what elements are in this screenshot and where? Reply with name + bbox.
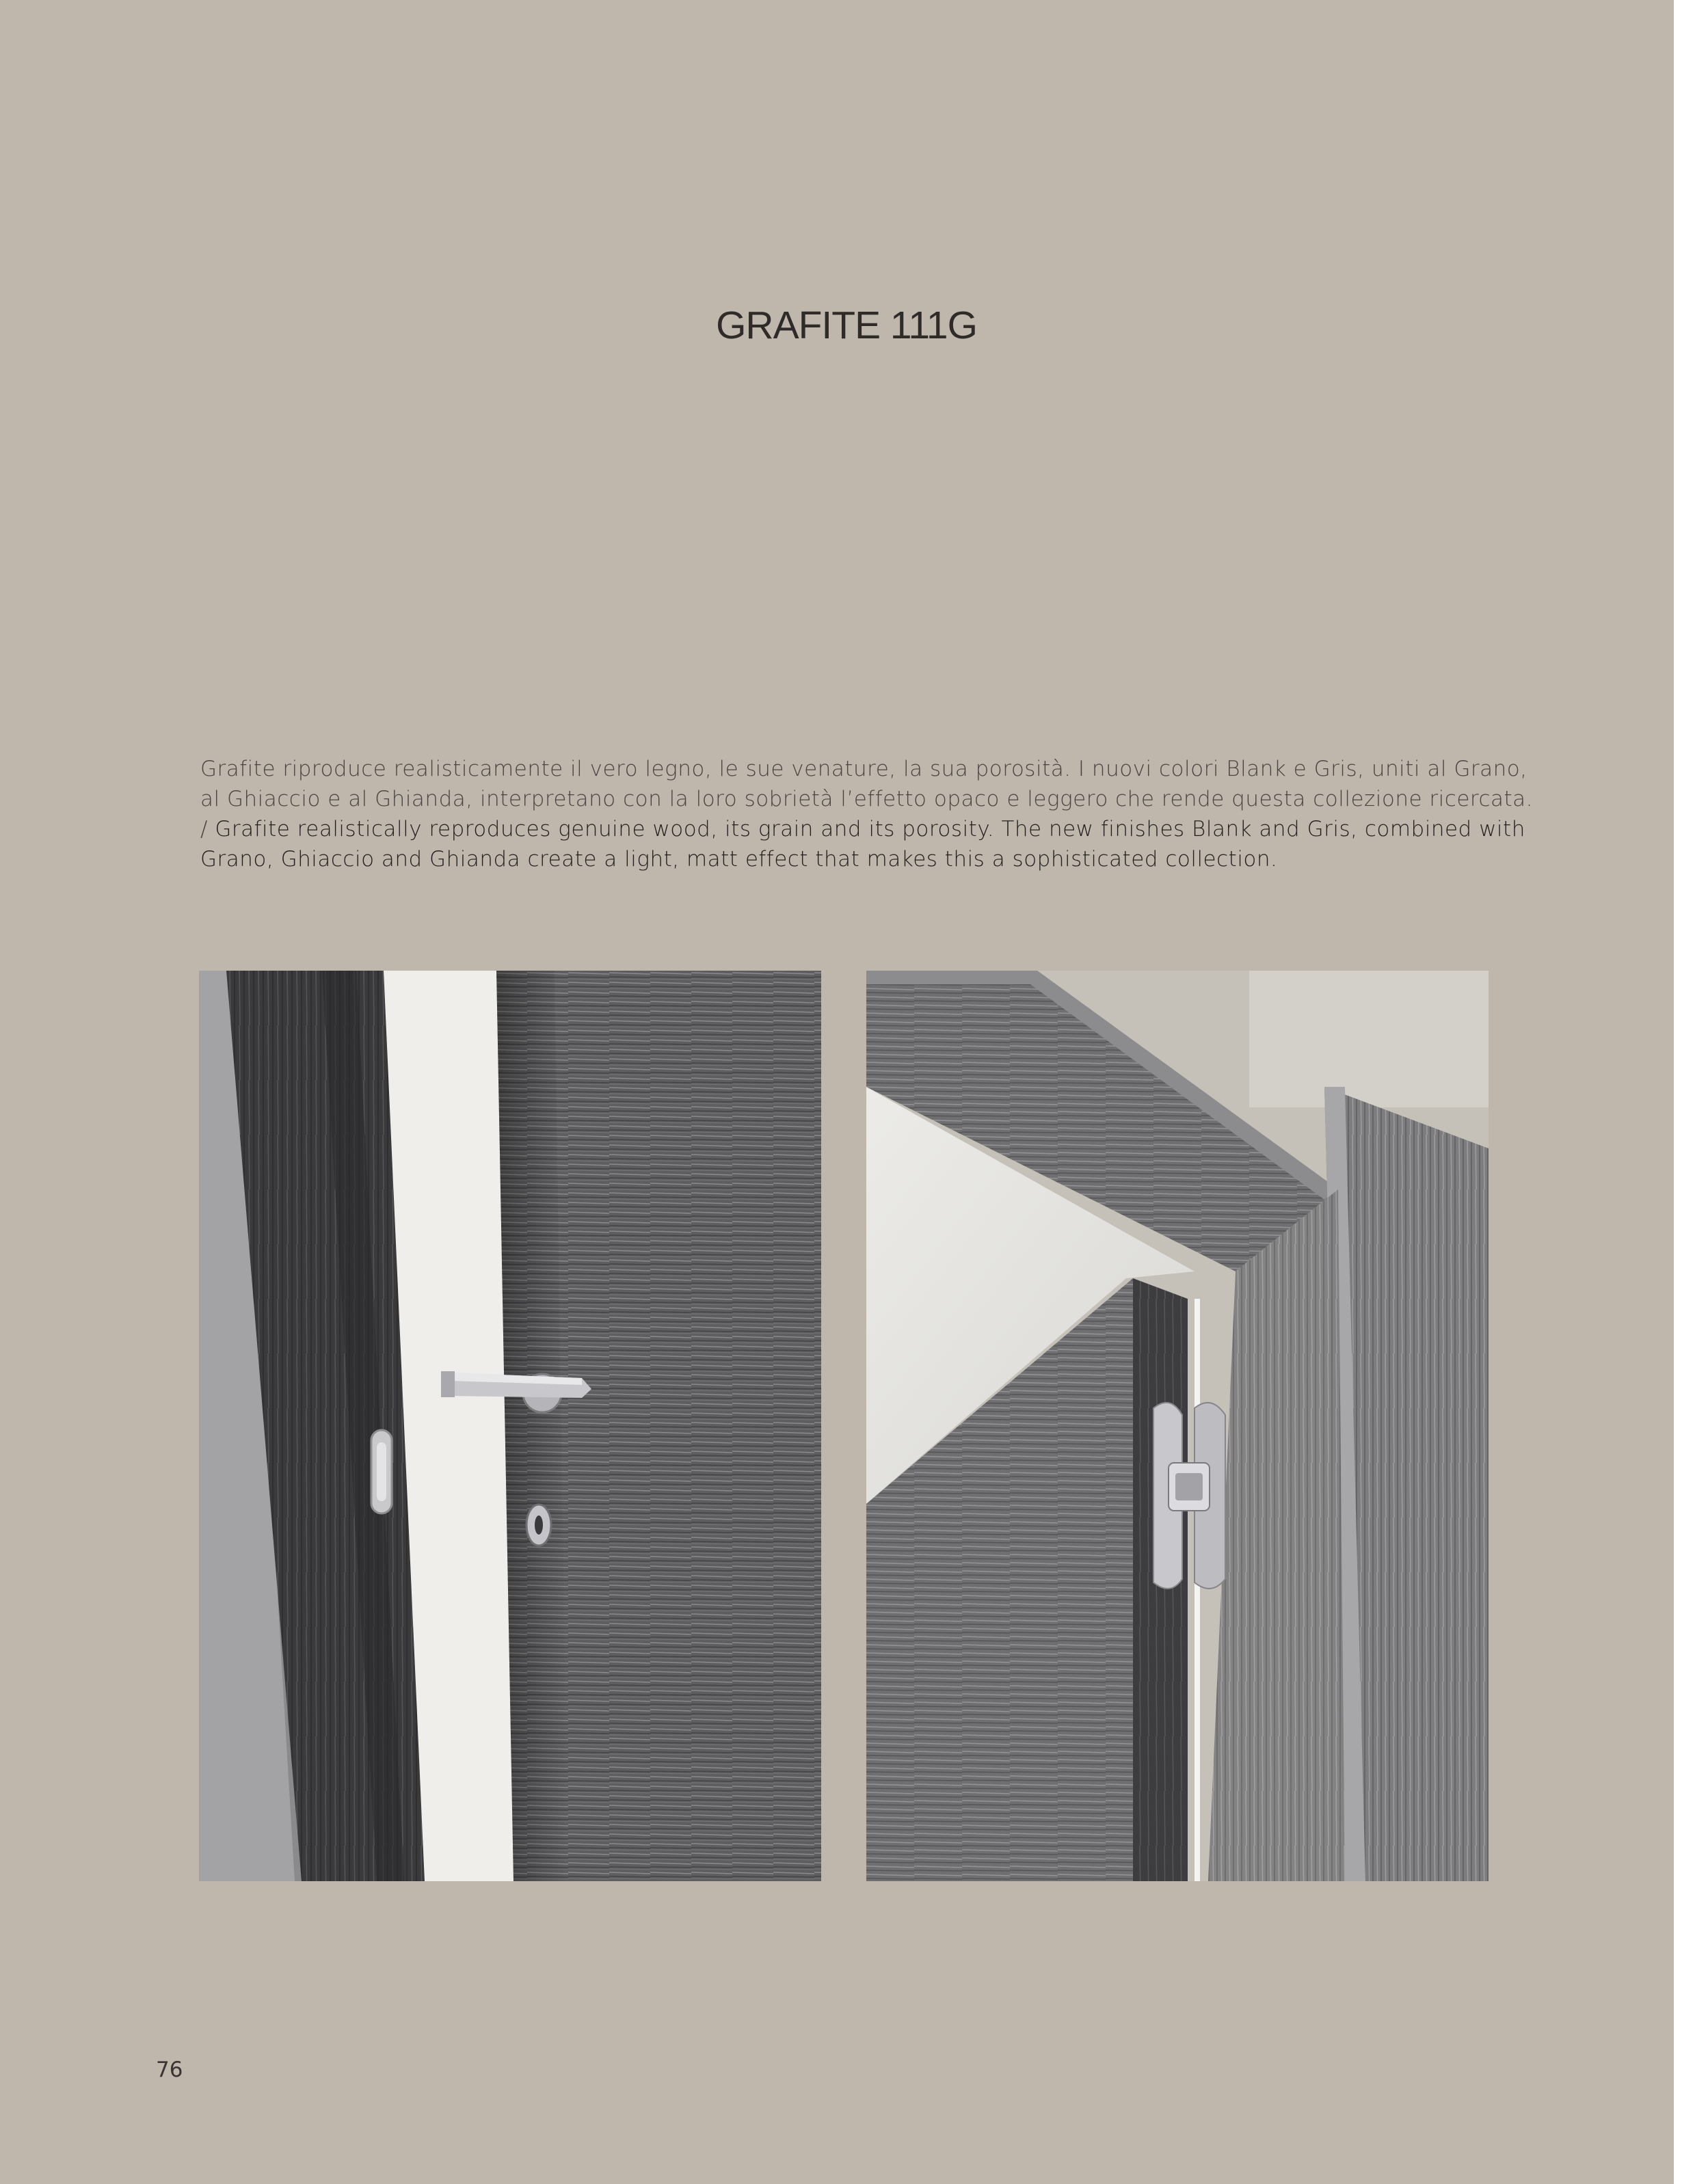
door-hinge-image xyxy=(866,971,1489,1881)
description-italian: Grafite riproduce realisticamente il vero legno, le sue venature, la sua porosità. I nuovi colori Blank e Gris, uniti al Grano, al Ghiaccio e al Ghianda, interpretano con la loro sobrietà l’effetto opaco e leggero che rende questa collezione ricercata. / xyxy=(200,757,1534,841)
collection-description xyxy=(200,754,1534,874)
door-handle-image xyxy=(199,971,821,1881)
door-hinge-photo xyxy=(866,971,1489,1881)
door-handle-photo xyxy=(199,971,821,1881)
page-title: GRAFITE 111G xyxy=(716,304,977,348)
page-number: 76 xyxy=(156,2058,183,2082)
description-english: Grafite realistically reproduces genuine wood, its grain and its porosity. The new finishes Blank and Gris, combined with Grano, Ghiaccio and Ghianda create a light, matt effect that makes this a sophisticated collection. xyxy=(200,817,1525,872)
